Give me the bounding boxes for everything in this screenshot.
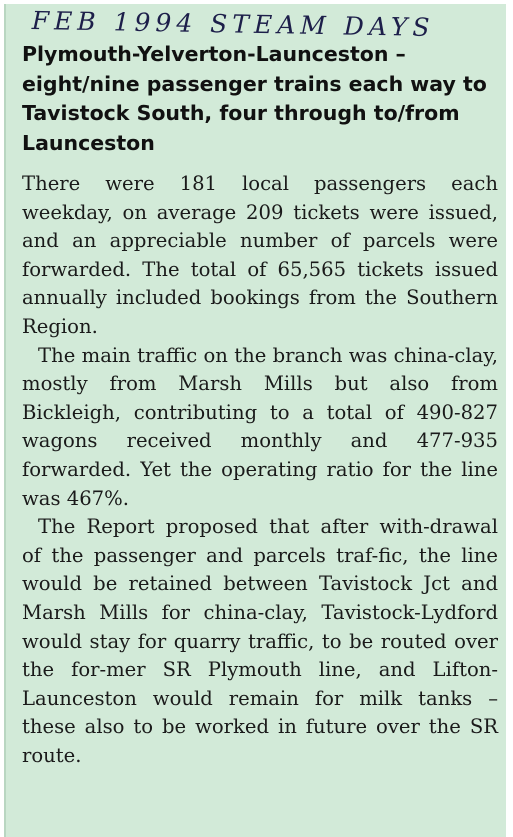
- article-body: [22, 170, 498, 770]
- article-headline: Plymouth-Yelverton-Launceston – eight/nine passenger trains each way to Tavistock South, four through to/from Launceston: [22, 42, 487, 155]
- article-paragraph: The main traffic on the branch was china-clay, mostly from Marsh Mills but also from Bickleigh, contributing to a total of 490-827 wagons received monthly and 477-935 forwarded. Yet the operating ratio for the line was 467%.: [22, 343, 498, 510]
- handwritten-annotation: FEB 1994 STEAM DAYS: [31, 6, 435, 43]
- newspaper-clipping: [4, 4, 506, 837]
- article-paragraph: The Report proposed that after with-drawal of the passenger and parcels traf-fic, the line would be retained between Tavistock Jct and Marsh Mills for china-clay, Tavistock-Lydford would stay for quarry traffic, to be routed over the for-mer SR Plymouth line, and Lifton-Launceston would remain for milk tanks – these also to be worked in future over the SR route.: [22, 515, 498, 767]
- article-paragraph: There were 181 local passengers each weekday, on average 209 tickets were issued, and an appreciable number of parcels were forwarded. The total of 65,565 tickets issued annually included bookings from the Southern Region.: [22, 172, 498, 338]
